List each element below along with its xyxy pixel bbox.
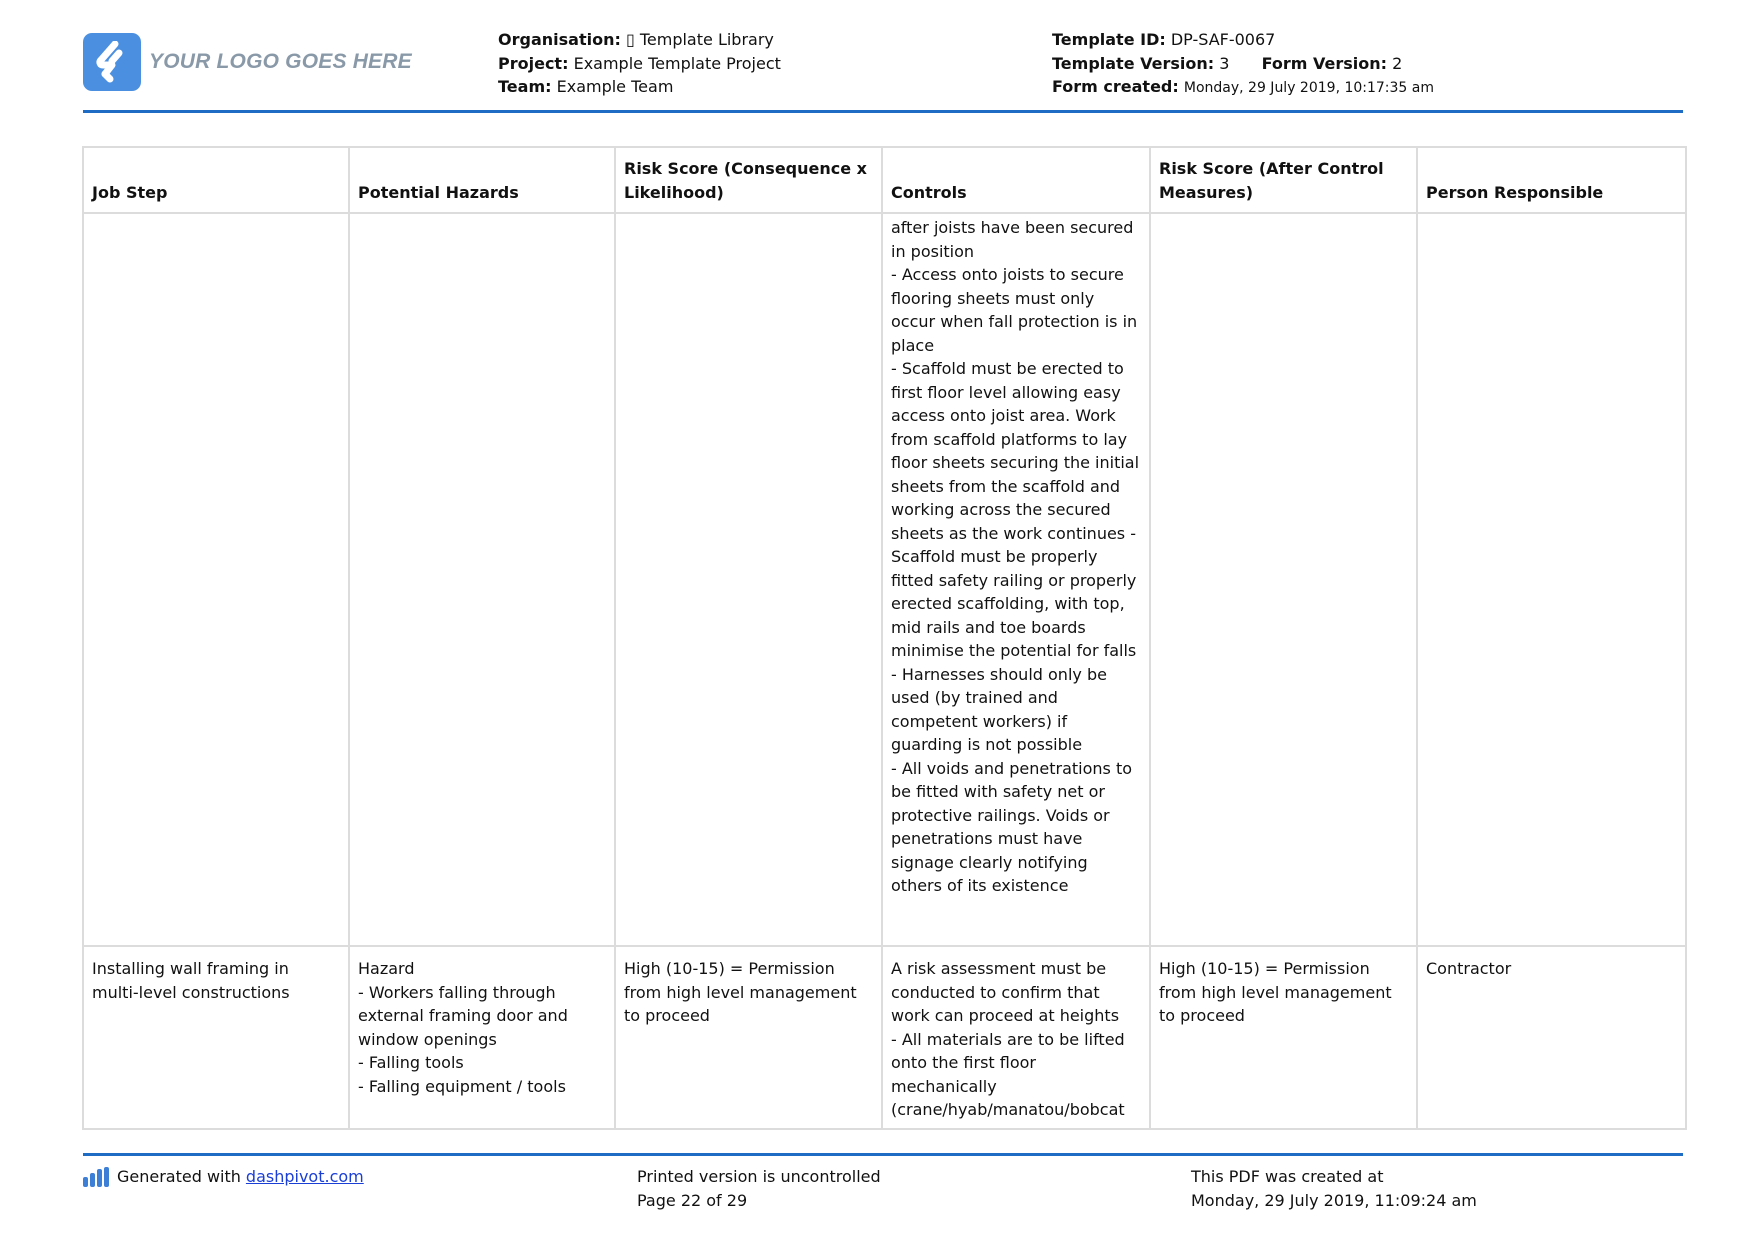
column-header-risk-score-after: Risk Score (After Control Measures)	[1150, 147, 1417, 213]
generated-prefix: Generated with	[117, 1167, 241, 1186]
risk-score-cell: High (10-15) = Permission from high level management to proceed	[615, 946, 882, 1129]
table-header-row	[83, 147, 1686, 213]
table-row	[83, 946, 1686, 1129]
page-number: Page 22 of 29	[637, 1191, 748, 1210]
risk-after-cell	[1150, 213, 1417, 946]
column-header-risk-score: Risk Score (Consequence x Likelihood)	[615, 147, 882, 213]
person-cell: Contractor	[1417, 946, 1686, 1129]
hazards-cell	[349, 213, 615, 946]
project-label: Project:	[498, 53, 569, 73]
project-line	[498, 52, 781, 76]
form-version-value: 2	[1392, 53, 1403, 73]
template-id-value: DP-SAF-0067	[1170, 30, 1276, 49]
column-header-controls: Controls	[882, 147, 1150, 213]
column-header-job-step: Job Step	[83, 147, 349, 213]
uncontrolled-notice: Printed version is uncontrolled	[637, 1167, 881, 1186]
organisation-line	[498, 28, 781, 52]
company-logo	[83, 33, 412, 91]
risk-after-cell: High (10-15) = Permission from high level management to proceed	[1150, 946, 1417, 1129]
form-version-label: Form Version:	[1261, 53, 1388, 73]
generated-with	[83, 1165, 364, 1189]
form-created-line	[1052, 75, 1434, 101]
team-line	[498, 75, 781, 99]
template-id-line	[1052, 28, 1434, 52]
hazards-cell: Hazard - Workers falling through external framing door and window openings - Falling tools - Falling equipment / tools	[349, 946, 615, 1129]
template-version-label: Template Version:	[1052, 53, 1215, 73]
organisation-label: Organisation:	[498, 30, 621, 49]
job-step-cell: Installing wall framing in multi-level constructions	[83, 946, 349, 1129]
version-line	[1052, 52, 1434, 76]
form-created-label: Form created:	[1052, 77, 1179, 96]
form-created-value: Monday, 29 July 2019, 10:17:35 am	[1183, 80, 1435, 96]
risk-score-cell	[615, 213, 882, 946]
dashpivot-bars-icon	[83, 1167, 109, 1187]
pdf-created	[1191, 1165, 1477, 1213]
organisation-value: ▯ Template Library	[625, 30, 774, 49]
organisation-info	[498, 28, 781, 99]
template-version-value: 3	[1219, 53, 1230, 73]
column-header-potential-hazards: Potential Hazards	[349, 147, 615, 213]
dashpivot-link[interactable]: dashpivot.com	[245, 1167, 364, 1186]
table-row	[83, 213, 1686, 946]
page-header	[83, 28, 1683, 112]
controls-cell: A risk assessment must be conducted to confirm that work can proceed at heights - All materials are to be lifted onto the first floor mechanically (crane/hyab/manatou/bobcat	[882, 946, 1150, 1129]
controls-cell: after joists have been secured in position - Access onto joists to secure flooring sheets must only occur when fall protection is in place - Scaffold must be erected to first floor level allowing easy access onto joist area. Work from scaffold platforms to lay floor sheets securing the initial sheets from the scaffold and working across the secured sheets as the work continues - Scaffold must be properly fitted safety railing or properly erected scaffolding, with top, mid rails and toe boards minimise the potential for falls - Harnesses should only be used (by trained and competent workers) if guarding is not possible - All voids and penetrations to be fitted with safety net or protective railings. Voids or penetrations must have signage clearly notifying others of its existence	[882, 213, 1150, 946]
column-header-person-responsible: Person Responsible	[1417, 147, 1686, 213]
logo-text: YOUR LOGO GOES HERE	[149, 50, 412, 73]
footer-divider	[83, 1153, 1683, 1156]
template-info	[1052, 28, 1434, 101]
risk-assessment-table	[82, 146, 1687, 1130]
template-id-label: Template ID:	[1052, 30, 1166, 49]
logo-icon	[83, 33, 141, 91]
pdf-created-value: Monday, 29 July 2019, 11:09:24 am	[1191, 1191, 1477, 1210]
job-step-cell	[83, 213, 349, 946]
team-label: Team:	[498, 77, 552, 96]
print-status	[637, 1165, 881, 1213]
person-cell	[1417, 213, 1686, 946]
team-value: Example Team	[556, 77, 674, 96]
project-value: Example Template Project	[573, 53, 781, 73]
header-divider	[83, 110, 1683, 113]
pdf-created-label: This PDF was created at	[1191, 1167, 1384, 1186]
